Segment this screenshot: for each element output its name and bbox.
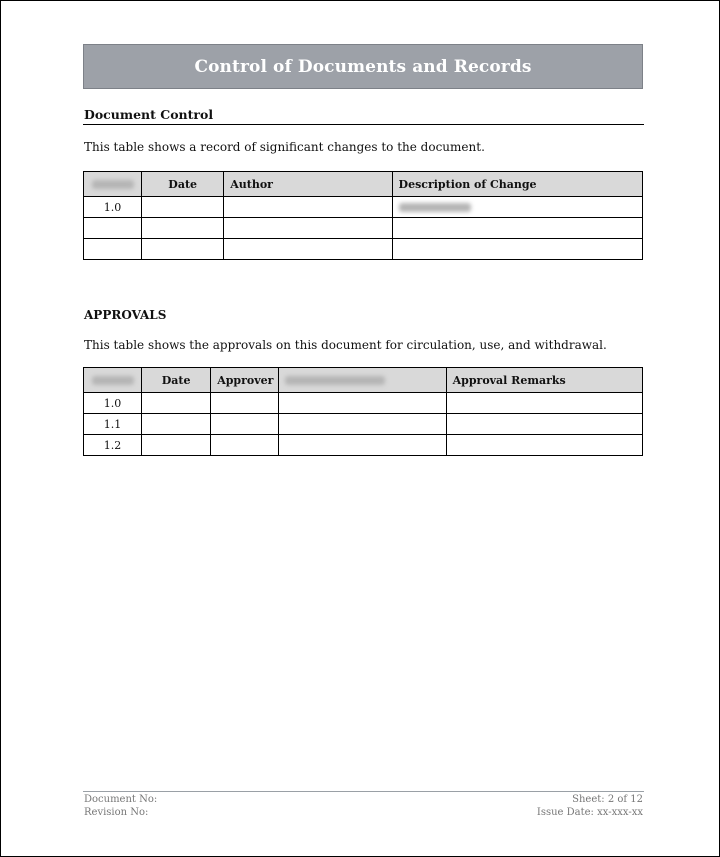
column-header-redacted [279, 368, 446, 393]
footer-document-no: Document No: [84, 794, 158, 805]
table-cell-revision: 1.1 [84, 414, 142, 435]
table-cell-revision: 1.2 [84, 435, 142, 456]
table-cell [446, 393, 642, 414]
redacted-text [285, 376, 385, 385]
table-header-row [84, 172, 643, 197]
table-cell [224, 239, 392, 260]
table-cell [224, 218, 392, 239]
table-row [84, 393, 643, 414]
table-cell [279, 414, 446, 435]
table-cell [392, 218, 642, 239]
table-row [84, 435, 643, 456]
column-header-date: Date [142, 172, 224, 197]
footer-revision-no: Revision No: [84, 807, 149, 818]
document-control-heading: Document Control [84, 107, 214, 122]
table-cell [279, 435, 446, 456]
heading-rule [83, 124, 644, 125]
table-cell [446, 414, 642, 435]
table-cell [446, 435, 642, 456]
column-header-author: Author [224, 172, 392, 197]
footer-rule [83, 791, 644, 792]
table-cell [279, 393, 446, 414]
title-banner [83, 44, 643, 89]
redacted-text [92, 376, 134, 385]
table-cell [142, 393, 211, 414]
table-row [84, 414, 643, 435]
document-control-intro: This table shows a record of significant changes to the document. [84, 140, 485, 154]
table-cell [142, 435, 211, 456]
column-header-approval-remarks: Approval Remarks [446, 368, 642, 393]
table-cell [84, 218, 142, 239]
table-cell [211, 435, 279, 456]
table-row [84, 197, 643, 218]
table-cell [211, 414, 279, 435]
table-cell-revision: 1.0 [84, 393, 142, 414]
table-cell [142, 414, 211, 435]
table-row [84, 239, 643, 260]
footer-issue-date: Issue Date: xx-xxx-xx [536, 807, 643, 818]
column-header-date: Date [142, 368, 211, 393]
table-cell [142, 197, 224, 218]
column-header-redacted [84, 368, 142, 393]
document-title: Control of Documents and Records [194, 56, 532, 77]
column-header-redacted [84, 172, 142, 197]
redacted-text [92, 180, 134, 189]
table-cell-revision: 1.0 [84, 197, 142, 218]
approvals-table [83, 367, 643, 456]
table-cell [392, 239, 642, 260]
table-cell [142, 239, 224, 260]
document-control-table [83, 171, 643, 260]
table-header-row [84, 368, 643, 393]
column-header-description: Description of Change [392, 172, 642, 197]
table-cell [224, 197, 392, 218]
column-header-approver: Approver [211, 368, 279, 393]
table-cell [142, 218, 224, 239]
approvals-heading: APPROVALS [84, 308, 167, 322]
table-cell [211, 393, 279, 414]
footer-sheet: Sheet: 2 of 12 [572, 794, 643, 805]
approvals-intro: This table shows the approvals on this document for circulation, use, and withdrawal. [84, 338, 607, 352]
table-cell-redacted [392, 197, 642, 218]
redacted-text [399, 203, 471, 212]
table-cell [84, 239, 142, 260]
table-row [84, 218, 643, 239]
